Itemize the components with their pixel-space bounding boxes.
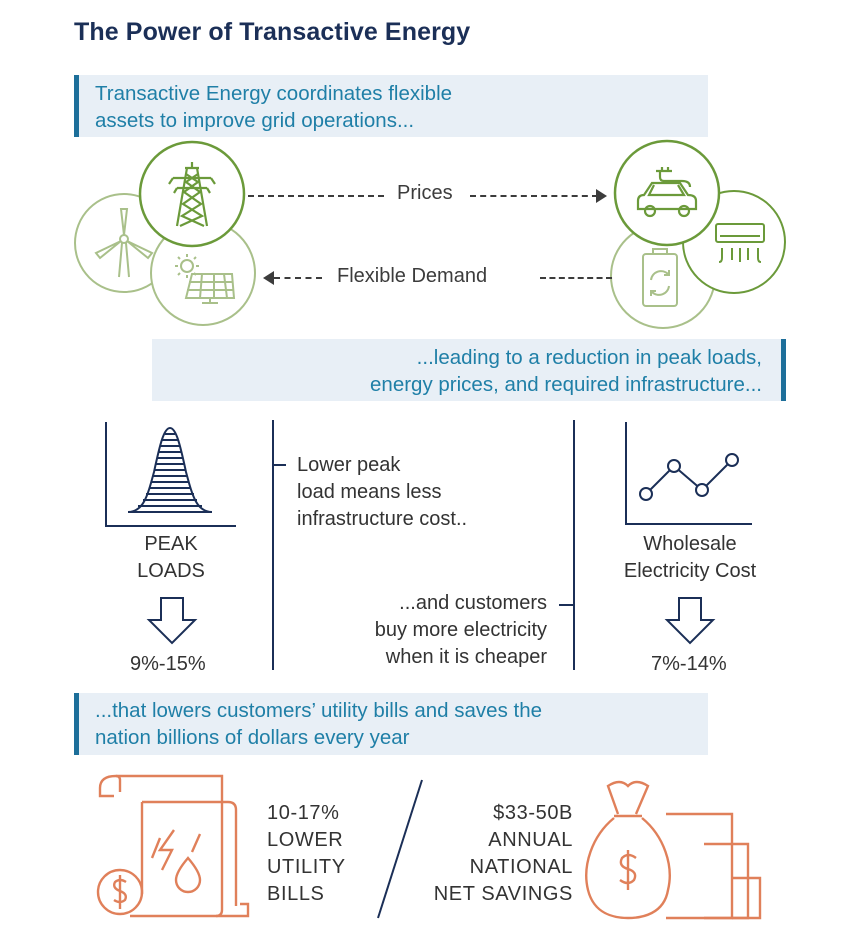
prices-label: Prices [397,182,453,204]
wholesale-label-line2: Electricity Cost [623,560,757,582]
bills-stat-line1: 10-17% [267,802,340,824]
savings-stat-line3: NATIONAL [469,856,573,878]
flexible-demand-label: Flexible Demand [337,265,488,287]
infrastructure-note-line1: Lower peak [297,454,401,476]
section1-line1: Transactive Energy coordinates flexible [95,82,453,105]
peak-reduction-value: 9%-15% [130,653,206,675]
savings-stat-line1: $33-50B [493,802,573,824]
customers-note-line3: when it is cheaper [385,646,547,668]
savings-stat [434,800,573,908]
peak-label-line2: LOADS [137,560,205,582]
bills-stat-line4: BILLS [267,883,325,905]
section2-line2: energy prices, and required infrastructure... [370,373,762,396]
section3-line1: ...that lowers customers’ utility bills and saves the [95,699,543,722]
wholesale-reduction-value: 7%-14% [651,653,727,675]
section3-line2: nation billions of dollars every year [95,726,410,749]
peak-label-line1: PEAK [144,533,198,555]
savings-stat-line2: ANNUAL [488,829,573,851]
customers-note-line2: buy more electricity [374,619,547,641]
infrastructure-note-line2: load means less [297,481,442,503]
savings-stat-line4: NET SAVINGS [433,883,573,905]
bills-stat-line3: UTILITY [267,856,346,878]
customers-note-line1: ...and customers [399,592,547,614]
section1-line2: assets to improve grid operations... [95,109,415,132]
bills-stat-line2: LOWER [267,829,344,851]
page-title: The Power of Transactive Energy [74,18,471,46]
section2-line1: ...leading to a reduction in peak loads, [416,346,762,369]
wholesale-label-line1: Wholesale [643,533,737,555]
infrastructure-note-line3: infrastructure cost.. [297,508,468,530]
money-bag-savings-icon [584,778,764,924]
